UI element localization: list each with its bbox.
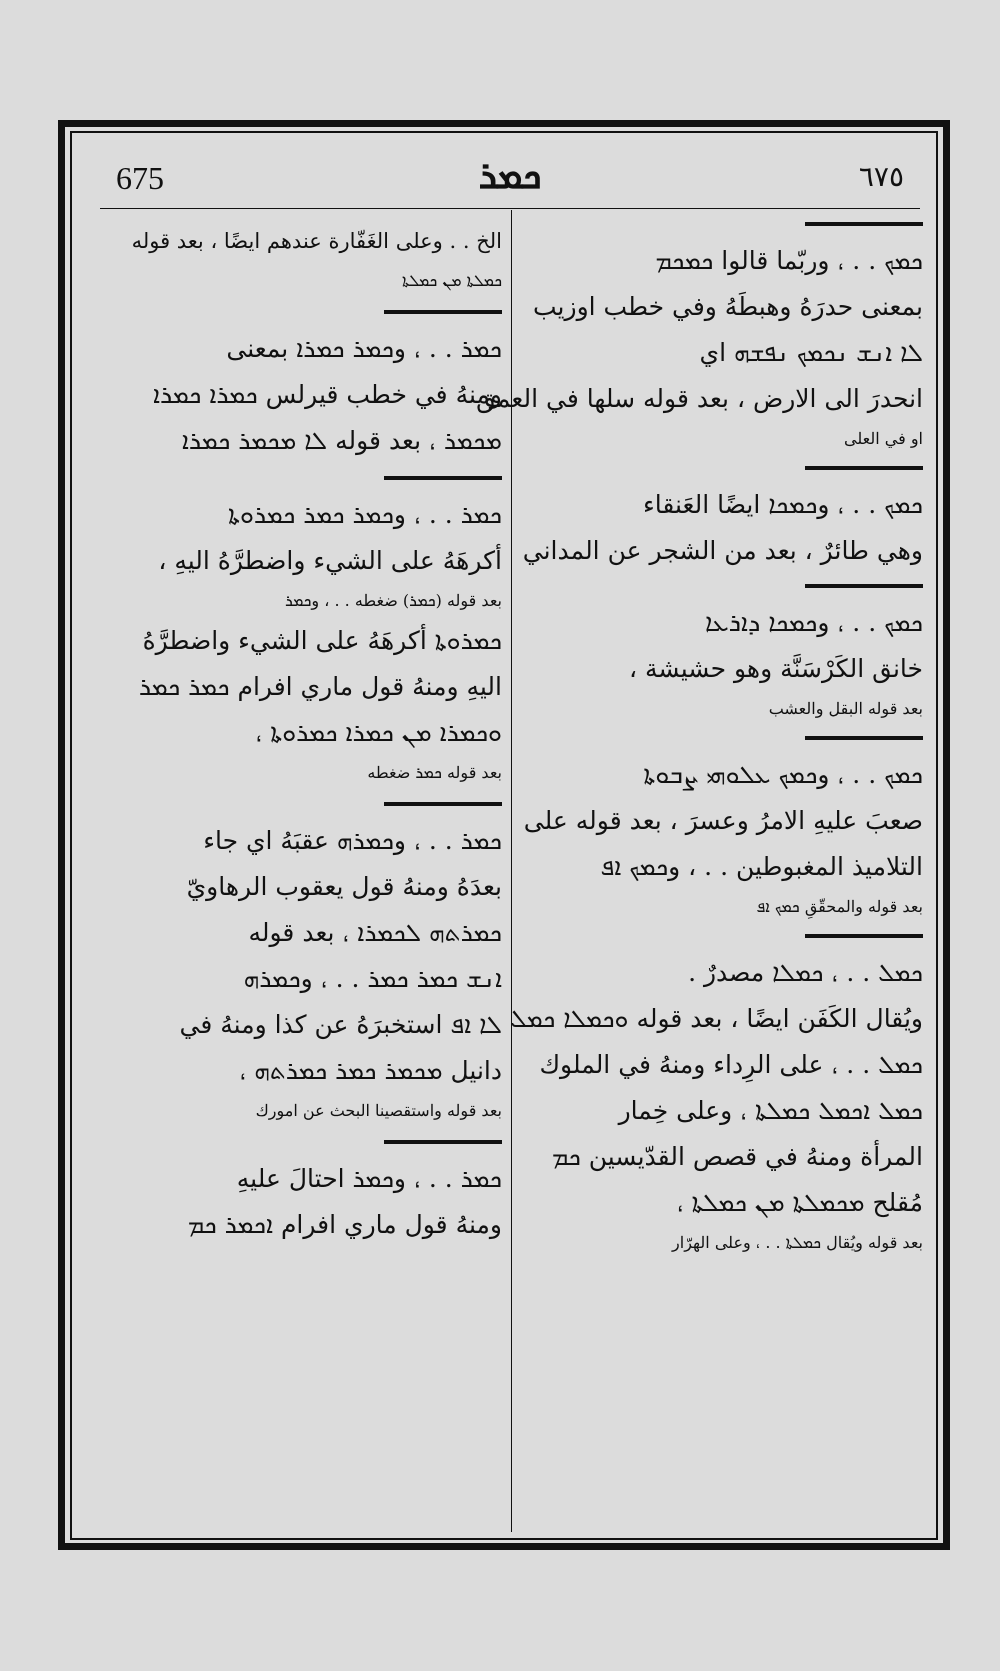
entry-line: مُقلح ܡܟܡܠܬܐ ܡܢ ܟܡܠܬܐ ، — [676, 1188, 923, 1217]
entry-line: ܟܡܟ . . ، وܟܡܟܐ ايضًا العَنقاء — [642, 490, 923, 519]
entry-line: بعدَهُ ومنهُ قول يعقوب الرهاويّ — [186, 872, 502, 901]
running-headword: ܟܡܪ — [478, 152, 542, 197]
entry-separator — [384, 476, 502, 480]
entry-line: ومنهُ قول ماري افرام ܐܟܡܪ ܟܡ — [187, 1210, 502, 1239]
entry-line: التلاميذ المغبوطين . . ، وܟܡܟ ܐܦ — [600, 852, 923, 881]
entry-line: ܟܡܪ . . ، وܟܡܪ ܟܡܪ ܟܡܪܘܬܐ — [228, 500, 502, 529]
entry-line: ܟܡܟ . . ، وربّما قالوا ܟܡܟܡ — [655, 246, 923, 275]
entry-line: ܡܟܡܪ ، بعد قوله ܠܐ ܡܟܡܪ ܟܡܪܐ — [181, 426, 502, 455]
entry-line: ܠܐ ܐܢܫ ܢܟܡܟ ܢܦܫܗ اي — [699, 338, 923, 367]
entry-note: بعد قوله والمحقّقِ ܟܡܟ ܐܦ — [756, 897, 923, 916]
page-number-latin: 675 — [116, 160, 164, 196]
dictionary-entry — [98, 818, 502, 1128]
entry-line: ܐܢܫ ܟܡܪ ܟܡܪ . . ، وܟܡܪܗ — [243, 964, 502, 993]
entry-line: ܟܡܪ . . ، وܟܡܪܗ عقبَهُ اي جاء — [203, 826, 502, 855]
entry-note: بعد قوله البقل والعشب — [768, 699, 923, 718]
page-header — [100, 150, 920, 210]
entry-line: بمعنى حدرَهُ وهبطَهُ وفي خطب اوزيب — [532, 292, 923, 321]
entry-line: ܟܡܟ . . ، وܟܡܟܐ ܕܐܪܥܐ — [704, 608, 923, 637]
dictionary-entry — [98, 1156, 502, 1248]
entry-separator — [805, 584, 923, 588]
entry-separator — [805, 934, 923, 938]
entry-separator — [805, 736, 923, 740]
entry-line: وهي طائرٌ ، بعد من الشجر عن المداني — [522, 536, 923, 565]
right-column — [476, 212, 923, 1532]
entry-separator — [384, 310, 502, 314]
entry-line: ܟܡܠ ܐܟܡܠ ܟܡܠܬܐ ، وعلى خِمار — [618, 1096, 923, 1125]
entry-line: انحدرَ الى الارض ، بعد قوله سلها في العمق — [476, 384, 923, 413]
entry-line: الخ . . وعلى الغَفّارة عندهم ايضًا ، بعد قوله — [131, 229, 502, 253]
entry-line: ܟܡܪ . . ، وܟܡܪ احتالَ عليهِ — [236, 1164, 502, 1193]
entry-separator — [384, 1140, 502, 1144]
entry-note: بعد قوله (ܟܡܪ) ضغطه . . ، وܟܡܪ — [284, 591, 502, 610]
dictionary-entry — [98, 326, 502, 464]
entry-separator — [805, 222, 923, 226]
entry-separator — [805, 466, 923, 470]
entry-note: بعد قوله واستقصينا البحث عن امورك — [255, 1101, 502, 1120]
entry-line: ܠܐ ܐܦ استخبرَهُ عن كذا ومنهُ في — [179, 1010, 502, 1039]
entry-line: ܟܡܪܘܬܐ أكرهَهُ على الشيء واضطرَّهُ — [142, 626, 502, 655]
entry-note: بعد قوله ويُقال ܟܡܠܬܐ . . ، وعلى الهرّار — [672, 1233, 923, 1252]
entry-line: ܟܡܪ . . ، وܟܡܪ ܟܡܪܐ بمعنى — [226, 334, 502, 363]
entry-line: ܟܡܪܬܗ ܠܟܡܪܐ ، بعد قوله — [248, 918, 502, 947]
dictionary-entry — [523, 752, 923, 924]
left-column — [98, 212, 502, 1532]
dictionary-entry — [476, 238, 923, 456]
entry-line: دانيل ܡܟܡܪ ܟܡܪ ܟܡܪܬܗ ، — [239, 1056, 502, 1085]
entry-line: ܟܡܠ . . ، على الرِداء ومنهُ في الملوك — [539, 1050, 923, 1079]
dictionary-entry — [510, 950, 923, 1260]
entry-note: بعد قوله ܟܡܪ ضغطه — [367, 763, 502, 782]
dictionary-entry — [523, 600, 923, 726]
entry-line: ܘܟܡܪܐ ܡܢ ܟܡܪܐ ܟܡܪܘܬܐ ، — [255, 718, 502, 747]
entry-line: ومنهُ في خطب قيرلس ܟܡܪܐ ܟܡܪܐ — [152, 380, 502, 409]
page-number-arabic: ٦٧٥ — [858, 160, 904, 193]
dictionary-entry — [523, 482, 923, 574]
entry-line: ويُقال الكَفَن ايضًا ، بعد قوله ܘܟܡܠܐ ܟܡܠ — [510, 1004, 923, 1033]
entry-note: او في العلى — [844, 429, 923, 448]
entry-line: ܟܡܠ . . ، ܟܡܠܐ مصدرٌ . — [688, 958, 923, 987]
entry-line: ܟܡܟ . . ، وܟܡܟ ܥܠܘܗܝ ܨܒܘܬܐ — [643, 760, 923, 789]
dictionary-entry — [98, 492, 502, 790]
entry-note: ܟܡܠܬܐ ܡܢ ܟܡܠܬܐ — [402, 271, 502, 290]
entry-separator — [384, 802, 502, 806]
entry-line: اليهِ ومنهُ قول ماري افرام ܟܡܪ ܟܡܪ — [138, 672, 502, 701]
entry-line: المرأة ومنهُ في قصص القدّيسين ܟܡ — [552, 1142, 923, 1171]
header-rule — [100, 208, 920, 209]
entry-line: خانق الكَرْسَنَّة وهو حشيشة ، — [629, 654, 923, 683]
dictionary-entry — [98, 218, 502, 298]
entry-line: صعبَ عليهِ الامرُ وعسرَ ، بعد قوله على — [523, 806, 923, 835]
entry-line: أكرهَهُ على الشيء واضطرَّهُ اليهِ ، — [158, 546, 502, 575]
